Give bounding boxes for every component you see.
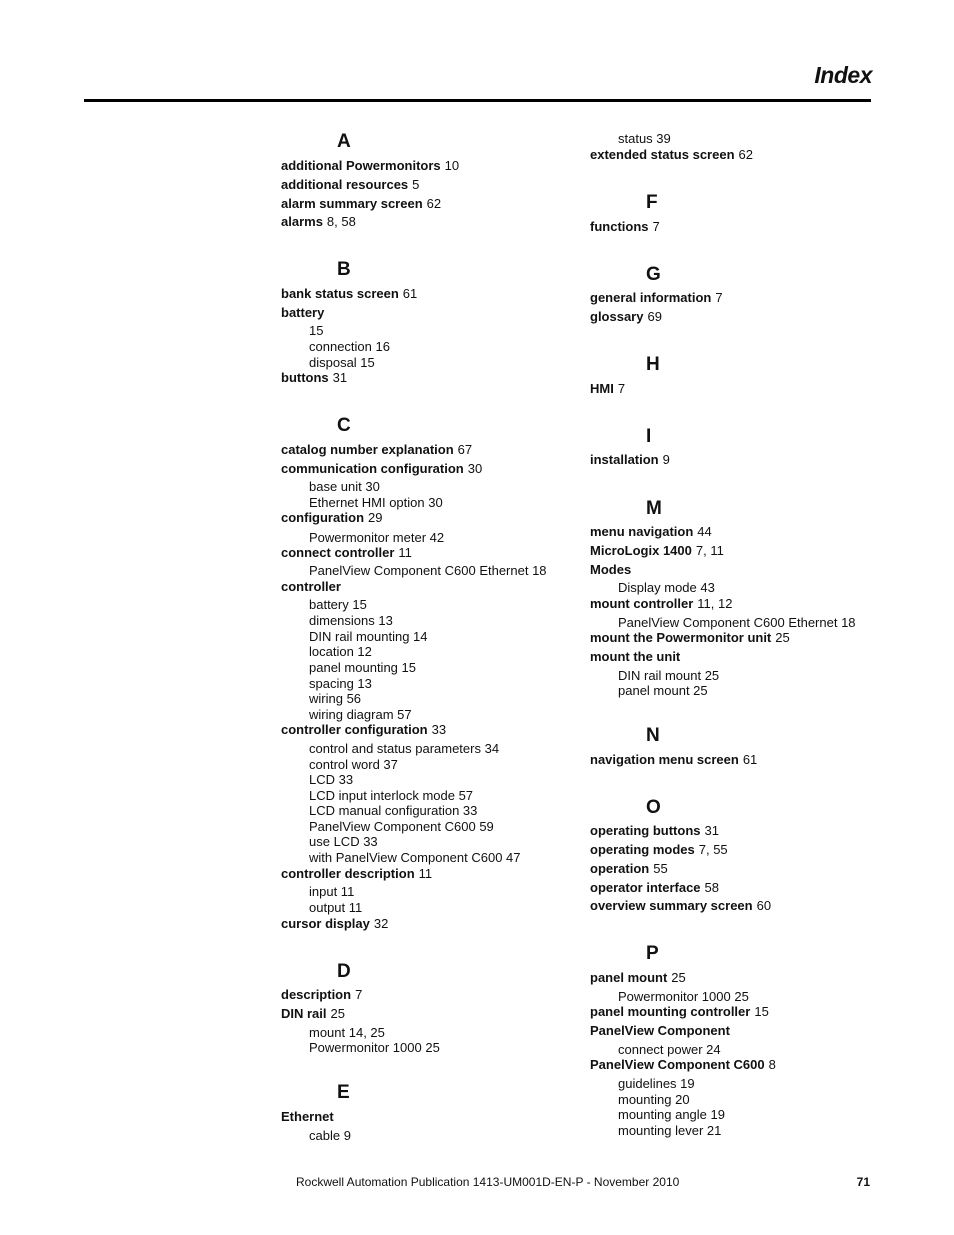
- index-term: operation: [590, 861, 650, 876]
- index-subentry: LCD manual configuration 33: [309, 803, 478, 818]
- index-subentry: base unit 30: [309, 479, 380, 494]
- index-term: general information: [590, 290, 712, 305]
- index-pages: 7: [715, 290, 723, 305]
- section-letter: M: [646, 498, 662, 519]
- index-entry: [590, 381, 625, 397]
- index-pages: 61: [402, 286, 418, 301]
- index-subentry: wiring diagram 57: [309, 707, 412, 722]
- index-entry: [590, 596, 732, 612]
- index-subentry: Powermonitor 1000 25: [309, 1040, 440, 1055]
- index-entry: [590, 842, 728, 858]
- index-subentry: Powermonitor 1000 25: [618, 989, 749, 1004]
- section-letter: B: [337, 259, 351, 280]
- index-pages: 62: [738, 147, 753, 162]
- index-pages: 7, 55: [698, 842, 728, 857]
- index-term: overview summary screen: [590, 898, 753, 913]
- index-subentry: panel mounting 15: [309, 660, 416, 675]
- index-entry: [590, 649, 680, 665]
- index-term: PanelView Component: [590, 1023, 730, 1038]
- index-subentry: with PanelView Component C600 47: [309, 850, 521, 865]
- index-entry: [590, 219, 660, 235]
- index-term: communication configuration: [281, 461, 464, 476]
- index-entry: [590, 898, 771, 914]
- index-entry: [590, 1023, 730, 1039]
- section-letter: E: [337, 1082, 350, 1103]
- index-term: MicroLogix 1400: [590, 543, 692, 558]
- index-term: buttons: [281, 370, 329, 385]
- index-subentry: PanelView Component C600 Ethernet 18: [309, 563, 547, 578]
- section-letter: P: [646, 943, 659, 964]
- index-entry: [590, 880, 719, 896]
- index-pages: 32: [373, 916, 389, 931]
- index-entry: [281, 177, 419, 193]
- index-term: mount controller: [590, 596, 694, 611]
- index-subentry: panel mount 25: [618, 683, 708, 698]
- index-pages: 7, 11: [695, 543, 724, 558]
- index-term: Ethernet: [281, 1109, 334, 1124]
- index-term: catalog number explanation: [281, 442, 454, 457]
- index-term: description: [281, 987, 352, 1002]
- index-subentry: Powermonitor meter 42: [309, 530, 445, 545]
- index-pages: 11: [398, 545, 412, 560]
- index-subentry: PanelView Component C600 59: [309, 819, 494, 834]
- page-title: Index: [814, 62, 872, 88]
- index-term: connect controller: [281, 545, 395, 560]
- index-subentry: connection 16: [309, 339, 390, 354]
- index-pages: 61: [742, 752, 758, 767]
- section-letter: A: [337, 131, 351, 152]
- index-subentry: 15: [309, 323, 324, 338]
- header-rule: [84, 99, 871, 102]
- index-pages: 25: [330, 1006, 345, 1021]
- index-subentry: connect power 24: [618, 1042, 721, 1057]
- index-term: Modes: [590, 562, 632, 577]
- index-entry: [590, 1004, 769, 1020]
- index-subentry: cable 9: [309, 1128, 351, 1143]
- index-pages: 25: [671, 970, 686, 985]
- index-entry: [281, 987, 362, 1003]
- index-entry: [281, 214, 356, 230]
- index-term: panel mount: [590, 970, 668, 985]
- index-entry: [590, 290, 723, 306]
- index-term: mount the Powermonitor unit: [590, 630, 772, 645]
- index-term: functions: [590, 219, 649, 234]
- section-letter: D: [337, 961, 351, 982]
- index-entry: [590, 524, 712, 540]
- index-subentry: DIN rail mounting 14: [309, 629, 428, 644]
- index-entry: [281, 305, 324, 321]
- index-term: additional Powermonitors: [281, 158, 441, 173]
- index-entry: [590, 861, 668, 877]
- index-pages: 8, 58: [326, 214, 356, 229]
- section-letter: F: [646, 192, 658, 213]
- index-term: operating modes: [590, 842, 695, 857]
- index-entry: [281, 1006, 345, 1022]
- index-entry: [281, 866, 432, 882]
- index-pages: 7: [617, 381, 626, 396]
- index-subentry: use LCD 33: [309, 834, 378, 849]
- index-term: controller description: [281, 866, 415, 881]
- index-subentry: DIN rail mount 25: [618, 668, 720, 683]
- index-term: glossary: [590, 309, 644, 324]
- index-term: configuration: [281, 510, 365, 525]
- index-entry: [590, 823, 719, 839]
- index-entry: [590, 147, 753, 163]
- section-letter: O: [646, 797, 661, 818]
- index-entry: [590, 630, 790, 646]
- index-pages: 7: [652, 219, 660, 234]
- index-pages: 25: [775, 630, 790, 645]
- index-subentry: output 11: [309, 900, 363, 915]
- index-pages: 5: [412, 177, 420, 192]
- index-term: alarm summary screen: [281, 196, 423, 211]
- section-letter: C: [337, 415, 351, 436]
- index-subentry: LCD 33: [309, 772, 354, 787]
- index-entry: [281, 545, 412, 561]
- index-term: battery: [281, 305, 325, 320]
- index-entry: [281, 1109, 334, 1125]
- index-term: PanelView Component C600: [590, 1057, 765, 1072]
- index-term: operating buttons: [590, 823, 701, 838]
- index-term: extended status screen: [590, 147, 735, 162]
- index-term: menu navigation: [590, 524, 694, 539]
- index-subentry: dimensions 13: [309, 613, 393, 628]
- index-entry: [281, 722, 446, 738]
- index-subentry: Display mode 43: [618, 580, 715, 595]
- index-entry: [590, 1057, 776, 1073]
- index-subentry: input 11: [309, 884, 355, 899]
- index-pages: 62: [426, 196, 442, 211]
- index-entry: [281, 370, 347, 386]
- index-pages: 58: [704, 880, 720, 895]
- index-pages: 33: [431, 722, 447, 737]
- index-entry: [590, 752, 757, 768]
- index-term: operator interface: [590, 880, 701, 895]
- index-pages: 67: [457, 442, 473, 457]
- index-subentry: control and status parameters 34: [309, 741, 500, 756]
- index-pages: 15: [754, 1004, 769, 1019]
- index-pages: 8: [768, 1057, 776, 1072]
- index-subentry: status 39: [618, 131, 671, 146]
- index-entry: [281, 196, 441, 212]
- index-subentry: battery 15: [309, 597, 367, 612]
- index-pages: 69: [647, 309, 662, 324]
- section-letter: N: [646, 725, 660, 746]
- index-subentry: disposal 15: [309, 355, 375, 370]
- index-entry: [590, 970, 686, 986]
- index-term: installation: [590, 452, 659, 467]
- index-term: HMI: [590, 381, 614, 396]
- index-pages: 29: [368, 510, 383, 525]
- index-pages: 30: [467, 461, 483, 476]
- index-pages: 31: [332, 370, 348, 385]
- index-subentry: mounting lever 21: [618, 1123, 722, 1138]
- index-pages: 7: [355, 987, 363, 1002]
- index-term: mount the unit: [590, 649, 681, 664]
- index-subentry: guidelines 19: [618, 1076, 695, 1091]
- index-subentry: mount 14, 25: [309, 1025, 385, 1040]
- index-entry: [281, 442, 472, 458]
- index-subentry: control word 37: [309, 757, 398, 772]
- index-entry: [590, 452, 670, 468]
- index-term: navigation menu screen: [590, 752, 739, 767]
- index-term: controller: [281, 579, 341, 594]
- index-entry: [281, 579, 341, 595]
- index-entry: [281, 510, 383, 526]
- index-pages: 55: [653, 861, 668, 876]
- index-term: additional resources: [281, 177, 409, 192]
- index-entry: [281, 461, 482, 477]
- index-pages: 11, 12: [697, 596, 733, 611]
- section-letter: I: [646, 426, 652, 447]
- footer-publication: Rockwell Automation Publication 1413-UM001D-EN-P - November 2010: [296, 1175, 680, 1189]
- index-subentry: mounting angle 19: [618, 1107, 725, 1122]
- index-term: bank status screen: [281, 286, 399, 301]
- index-pages: 44: [697, 524, 712, 539]
- index-entry: [590, 562, 631, 578]
- index-subentry: Ethernet HMI option 30: [309, 495, 443, 510]
- index-entry: [281, 158, 459, 174]
- index-term: alarms: [281, 214, 323, 229]
- section-letter: G: [646, 264, 661, 285]
- index-entry: [590, 543, 724, 559]
- footer-page-number: 71: [856, 1175, 870, 1189]
- index-entry: [281, 916, 388, 932]
- index-pages: 10: [444, 158, 460, 173]
- index-pages: 31: [704, 823, 719, 838]
- section-letter: H: [646, 354, 660, 375]
- index-subentry: LCD input interlock mode 57: [309, 788, 474, 803]
- index-term: cursor display: [281, 916, 370, 931]
- index-term: DIN rail: [281, 1006, 327, 1021]
- index-term: controller configuration: [281, 722, 428, 737]
- index-subentry: location 12: [309, 644, 372, 659]
- index-subentry: wiring 56: [309, 691, 362, 706]
- index-entry: [590, 309, 662, 325]
- index-term: panel mounting controller: [590, 1004, 751, 1019]
- index-pages: 9: [662, 452, 670, 467]
- index-pages: 60: [756, 898, 772, 913]
- index-pages: 11: [418, 866, 433, 881]
- index-subentry: mounting 20: [618, 1092, 690, 1107]
- index-entry: [281, 286, 417, 302]
- index-subentry: spacing 13: [309, 676, 372, 691]
- index-subentry: PanelView Component C600 Ethernet 18: [618, 615, 856, 630]
